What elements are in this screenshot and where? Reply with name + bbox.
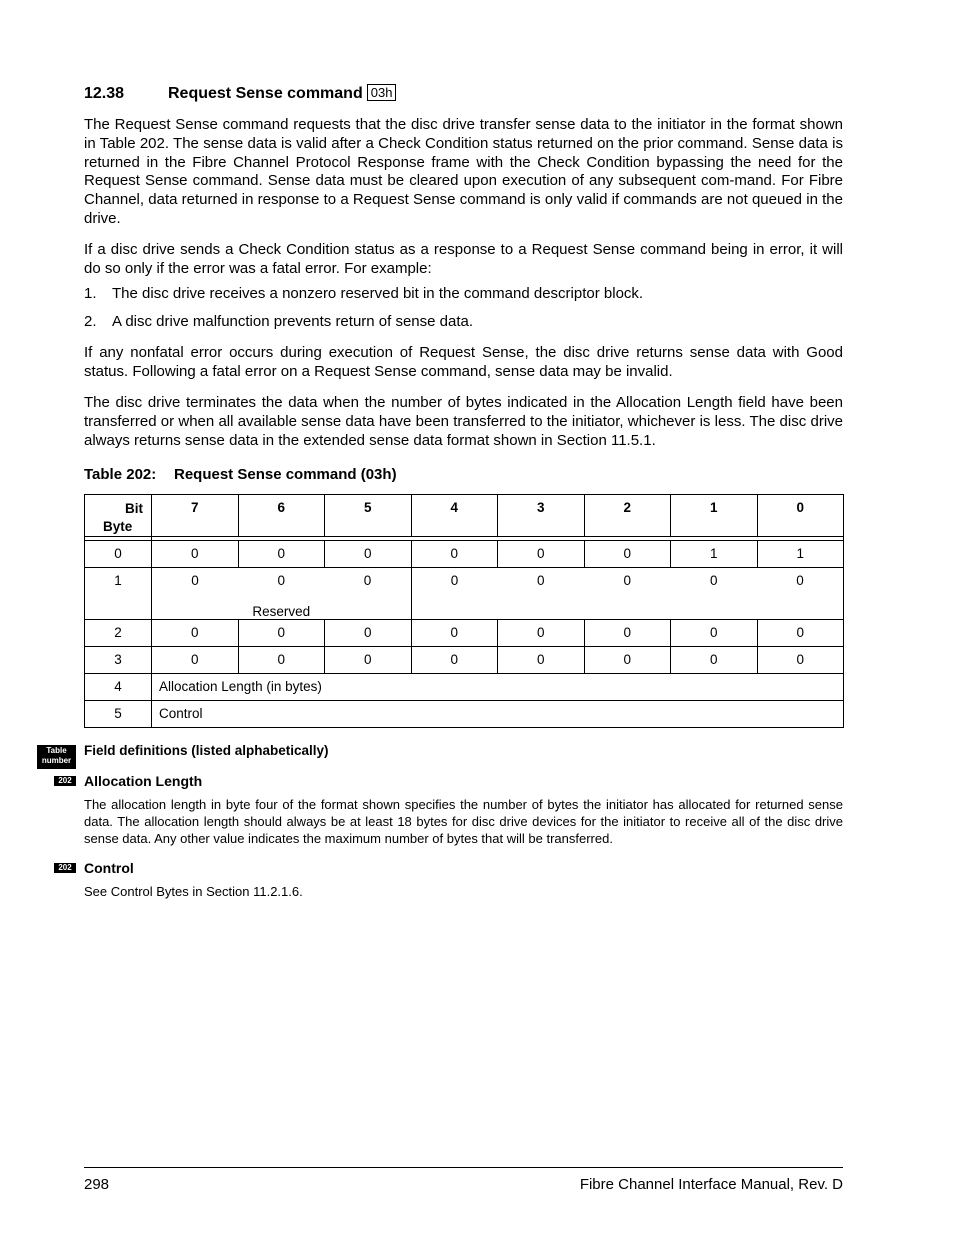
- byte-number: 2: [85, 620, 152, 647]
- bit-cell: 0: [671, 647, 758, 674]
- bit-header: 3: [498, 495, 585, 537]
- bit-cell: 0: [584, 568, 671, 620]
- byte-number: 4: [85, 674, 152, 701]
- bit-cell: 0: [584, 541, 671, 568]
- opcode-box: 03h: [367, 84, 397, 101]
- bit-cell: 0: [152, 568, 239, 620]
- bit-header: 6: [238, 495, 325, 537]
- allocation-length-field: Allocation Length (in bytes): [152, 674, 844, 701]
- bit-header: 4: [411, 495, 498, 537]
- cdb-table: [84, 494, 844, 728]
- bit-cell: 0: [325, 647, 412, 674]
- table-caption: [84, 466, 397, 483]
- bit-cell: 0: [757, 568, 844, 620]
- bit-cell: 0: [152, 620, 239, 647]
- manual-title: Fibre Channel Interface Manual, Rev. D: [579, 1176, 843, 1193]
- bit-cell: 0: [238, 541, 325, 568]
- table-row: [85, 647, 844, 674]
- bit-cell: 0: [411, 541, 498, 568]
- control-field: Control: [152, 701, 844, 728]
- table-ref-tag: 202: [54, 776, 76, 786]
- bit-cell: 0: [325, 541, 412, 568]
- bit-cell: 0: [671, 568, 758, 620]
- section-heading: [84, 84, 396, 103]
- bit-header: 5: [325, 495, 412, 537]
- bit-cell: 1: [757, 541, 844, 568]
- corner-byte-label: Byte: [103, 519, 133, 534]
- bit-cell: 0: [498, 647, 585, 674]
- bit-cell: 0: [757, 647, 844, 674]
- bit-header: 7: [152, 495, 239, 537]
- table-row: [85, 568, 844, 620]
- bit-cell: 0: [238, 647, 325, 674]
- bit-cell: 0: [584, 620, 671, 647]
- field-name-control: Control: [84, 860, 134, 876]
- list-item-number: 1.: [84, 285, 97, 302]
- bit-cell: 1: [671, 541, 758, 568]
- paragraph-nonfatal: If any nonfatal error occurs during execution of Request Sense, the disc drive returns sense data with Good status. Following a fatal error on a Request Sense command, sense data may be invalid.: [84, 344, 843, 380]
- section-number: 12.38: [84, 85, 125, 102]
- bit-cell: 0: [152, 647, 239, 674]
- list-item-text: A disc drive malfunction prevents return of sense data.: [112, 313, 474, 330]
- bit-cell: 0: [325, 620, 412, 647]
- paragraph-intro: The Request Sense command requests that the disc drive transfer sense data to the initiator in the format shown in Table 202. The sense data is valid after a Check Condition status returned on the prior command. Sense data is returned in the Fibre Channel Protocol Response frame with the Check Condition bypassing the need for the Request Sense command. Sense data must be cleared upon execution of any subsequent com-mand. For Fibre Channel, data returned in response to a Request Sense command is only valid if commands are not queued in the drive.: [84, 116, 843, 227]
- table-row: [85, 674, 844, 701]
- bit-cell: 0: [671, 620, 758, 647]
- reserved-label: Reserved: [252, 604, 311, 619]
- byte-number: 1: [85, 568, 152, 620]
- bit-cell: 0: [757, 620, 844, 647]
- field-desc-control: See Control Bytes in Section 11.2.1.6.: [84, 884, 303, 899]
- bit-cell: 0: [411, 620, 498, 647]
- bit-header: 0: [757, 495, 844, 537]
- page-number: 298: [84, 1176, 110, 1193]
- bit-byte-corner: [85, 495, 152, 537]
- bit-cell: 0: [584, 647, 671, 674]
- paragraph-check-condition: If a disc drive sends a Check Condition status as a response to a Request Sense command being in error, it will do so only if the error was a fatal error. For example:: [84, 241, 843, 277]
- section-title: Request Sense command: [168, 85, 363, 102]
- bit-cell: 0: [325, 568, 412, 620]
- bit-cell: 0: [498, 541, 585, 568]
- field-desc-allocation-length: The allocation length in byte four of the format shown specifies the number of bytes the initiator has allocated for returned sense data. The allocation length should always be at least 18 bytes for disc drive devices for the initiator to receive all of the disc drive sense data. Any other value indicates the maximum number of bytes that will be transferred.: [84, 797, 843, 846]
- bit-cell: 0: [411, 647, 498, 674]
- byte-number: 0: [85, 541, 152, 568]
- table-row: [85, 541, 844, 568]
- list-item: [84, 313, 843, 332]
- corner-bit-label: Bit: [125, 501, 143, 516]
- bit-header: 2: [584, 495, 671, 537]
- table-row: [85, 701, 844, 728]
- paragraph-terminates: The disc drive terminates the data when the number of bytes indicated in the Allocation Length field have been transferred or when all available sense data have been transferred to the initiator, whichever is less. The disc drive always returns sense data in the extended sense data format shown in Section 11.5.1.: [84, 394, 843, 449]
- list-item-number: 2.: [84, 313, 97, 330]
- table-number-tag: Table number: [37, 745, 76, 769]
- table-header-row: [85, 495, 844, 537]
- field-name-allocation-length: Allocation Length: [84, 773, 203, 789]
- footer-rule: [84, 1167, 843, 1168]
- list-item: [84, 285, 843, 304]
- bit-cell: 0: [152, 541, 239, 568]
- table-caption-label: Table 202:: [84, 466, 157, 483]
- byte-number: 5: [85, 701, 152, 728]
- table-caption-title: Request Sense command (03h): [174, 466, 397, 483]
- list-item-text: The disc drive receives a nonzero reserved bit in the command descriptor block.: [112, 285, 644, 302]
- field-definitions-title: Field definitions (listed alphabetically): [84, 743, 329, 758]
- reserved-field: 0 Reserved: [238, 568, 325, 620]
- table-ref-tag: 202: [54, 863, 76, 873]
- bit-cell: 0: [411, 568, 498, 620]
- bit-cell: 0: [238, 620, 325, 647]
- byte-number: 3: [85, 647, 152, 674]
- bit-cell: 0: [498, 568, 585, 620]
- table-row: [85, 620, 844, 647]
- bit-header: 1: [671, 495, 758, 537]
- bit-cell: 0: [498, 620, 585, 647]
